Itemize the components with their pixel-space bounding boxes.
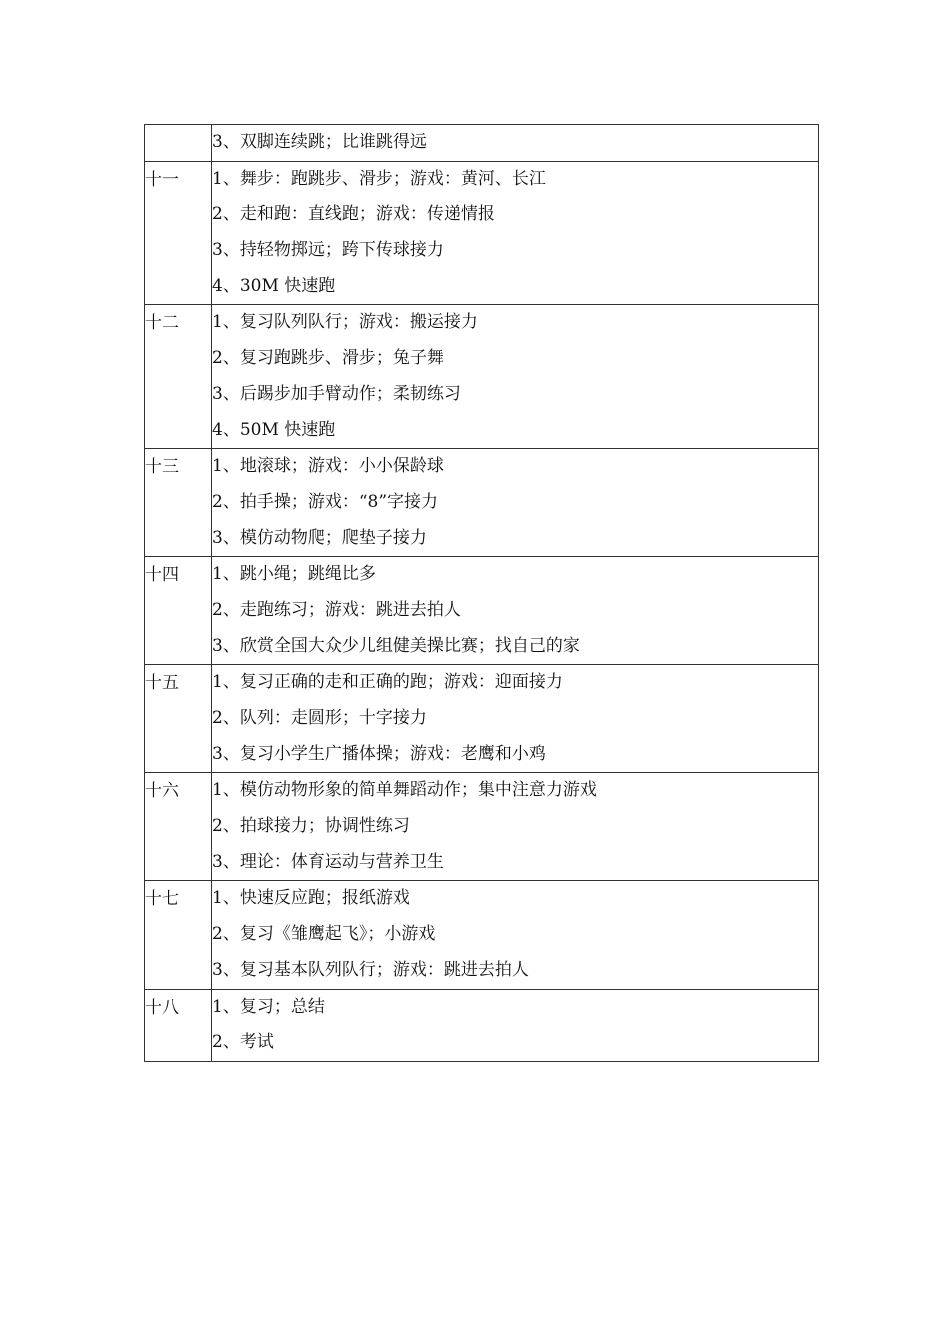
list-item: 1、复习队列队行；游戏：搬运接力 (212, 312, 478, 333)
list-item: 3、复习基本队列队行；游戏：跳进去拍人 (212, 959, 529, 980)
list-item: 3、欣赏全国大众少儿组健美操比赛；找自己的家 (212, 635, 580, 656)
schedule-body (145, 125, 819, 1062)
list-item: 2、走跑练习；游戏：跳进去拍人 (212, 599, 461, 620)
content-cell (212, 305, 819, 449)
content-cell (212, 449, 819, 557)
table-row (145, 773, 819, 881)
list-item: 1、复习正确的走和正确的跑；游戏：迎面接力 (212, 672, 563, 693)
list-item: 3、模仿动物爬；爬垫子接力 (212, 527, 427, 548)
list-item: 3、持轻物掷远；跨下传球接力 (212, 240, 444, 261)
week-cell: 十一 (145, 161, 212, 305)
list-item: 2、拍手操；游戏：“8”字接力 (212, 491, 439, 512)
list-item: 4、30M 快速跑 (212, 275, 336, 296)
list-item: 4、50M 快速跑 (212, 419, 336, 440)
list-item: 1、跳小绳；跳绳比多 (212, 564, 376, 585)
list-item: 2、走和跑：直线跑；游戏：传递情报 (212, 204, 495, 225)
table-row (145, 305, 819, 449)
table-row (145, 665, 819, 773)
week-cell: 十三 (145, 449, 212, 557)
content-cell (212, 161, 819, 305)
content-cell (212, 665, 819, 773)
week-cell: 十六 (145, 773, 212, 881)
list-item: 3、双脚连续跳；比谁跳得远 (212, 132, 427, 152)
list-item: 3、理论：体育运动与营养卫生 (212, 851, 444, 872)
list-item: 2、拍球接力；协调性练习 (212, 816, 410, 837)
list-item: 1、地滚球；游戏：小小保龄球 (212, 456, 444, 477)
week-cell: 十二 (145, 305, 212, 449)
content-cell (212, 773, 819, 881)
content-cell (212, 881, 819, 989)
table-row (145, 557, 819, 665)
list-item: 1、复习；总结 (212, 996, 325, 1017)
table-row (145, 989, 819, 1061)
content-cell (212, 989, 819, 1061)
schedule-table (144, 124, 819, 1062)
table-row (145, 881, 819, 989)
week-cell: 十五 (145, 665, 212, 773)
list-item: 1、快速反应跑；报纸游戏 (212, 888, 410, 909)
week-cell (145, 125, 212, 162)
list-item: 1、模仿动物形象的简单舞蹈动作；集中注意力游戏 (212, 780, 597, 801)
list-item: 2、队列：走圆形；十字接力 (212, 708, 427, 728)
content-cell (212, 125, 819, 162)
table-row (145, 449, 819, 557)
list-item: 2、复习《雏鹰起飞》；小游戏 (212, 924, 436, 945)
list-item: 2、复习跑跳步、滑步；兔子舞 (212, 348, 444, 369)
content-cell (212, 557, 819, 665)
list-item: 1、舞步：跑跳步、滑步；游戏：黄河、长江 (212, 168, 546, 189)
week-cell: 十四 (145, 557, 212, 665)
list-item: 2、考试 (212, 1032, 274, 1053)
week-cell: 十七 (145, 881, 212, 989)
week-cell: 十八 (145, 989, 212, 1061)
table-row (145, 125, 819, 162)
list-item: 3、复习小学生广播体操；游戏：老鹰和小鸡 (212, 743, 546, 764)
list-item: 3、后踢步加手臂动作；柔韧练习 (212, 383, 461, 404)
table-row (145, 161, 819, 305)
